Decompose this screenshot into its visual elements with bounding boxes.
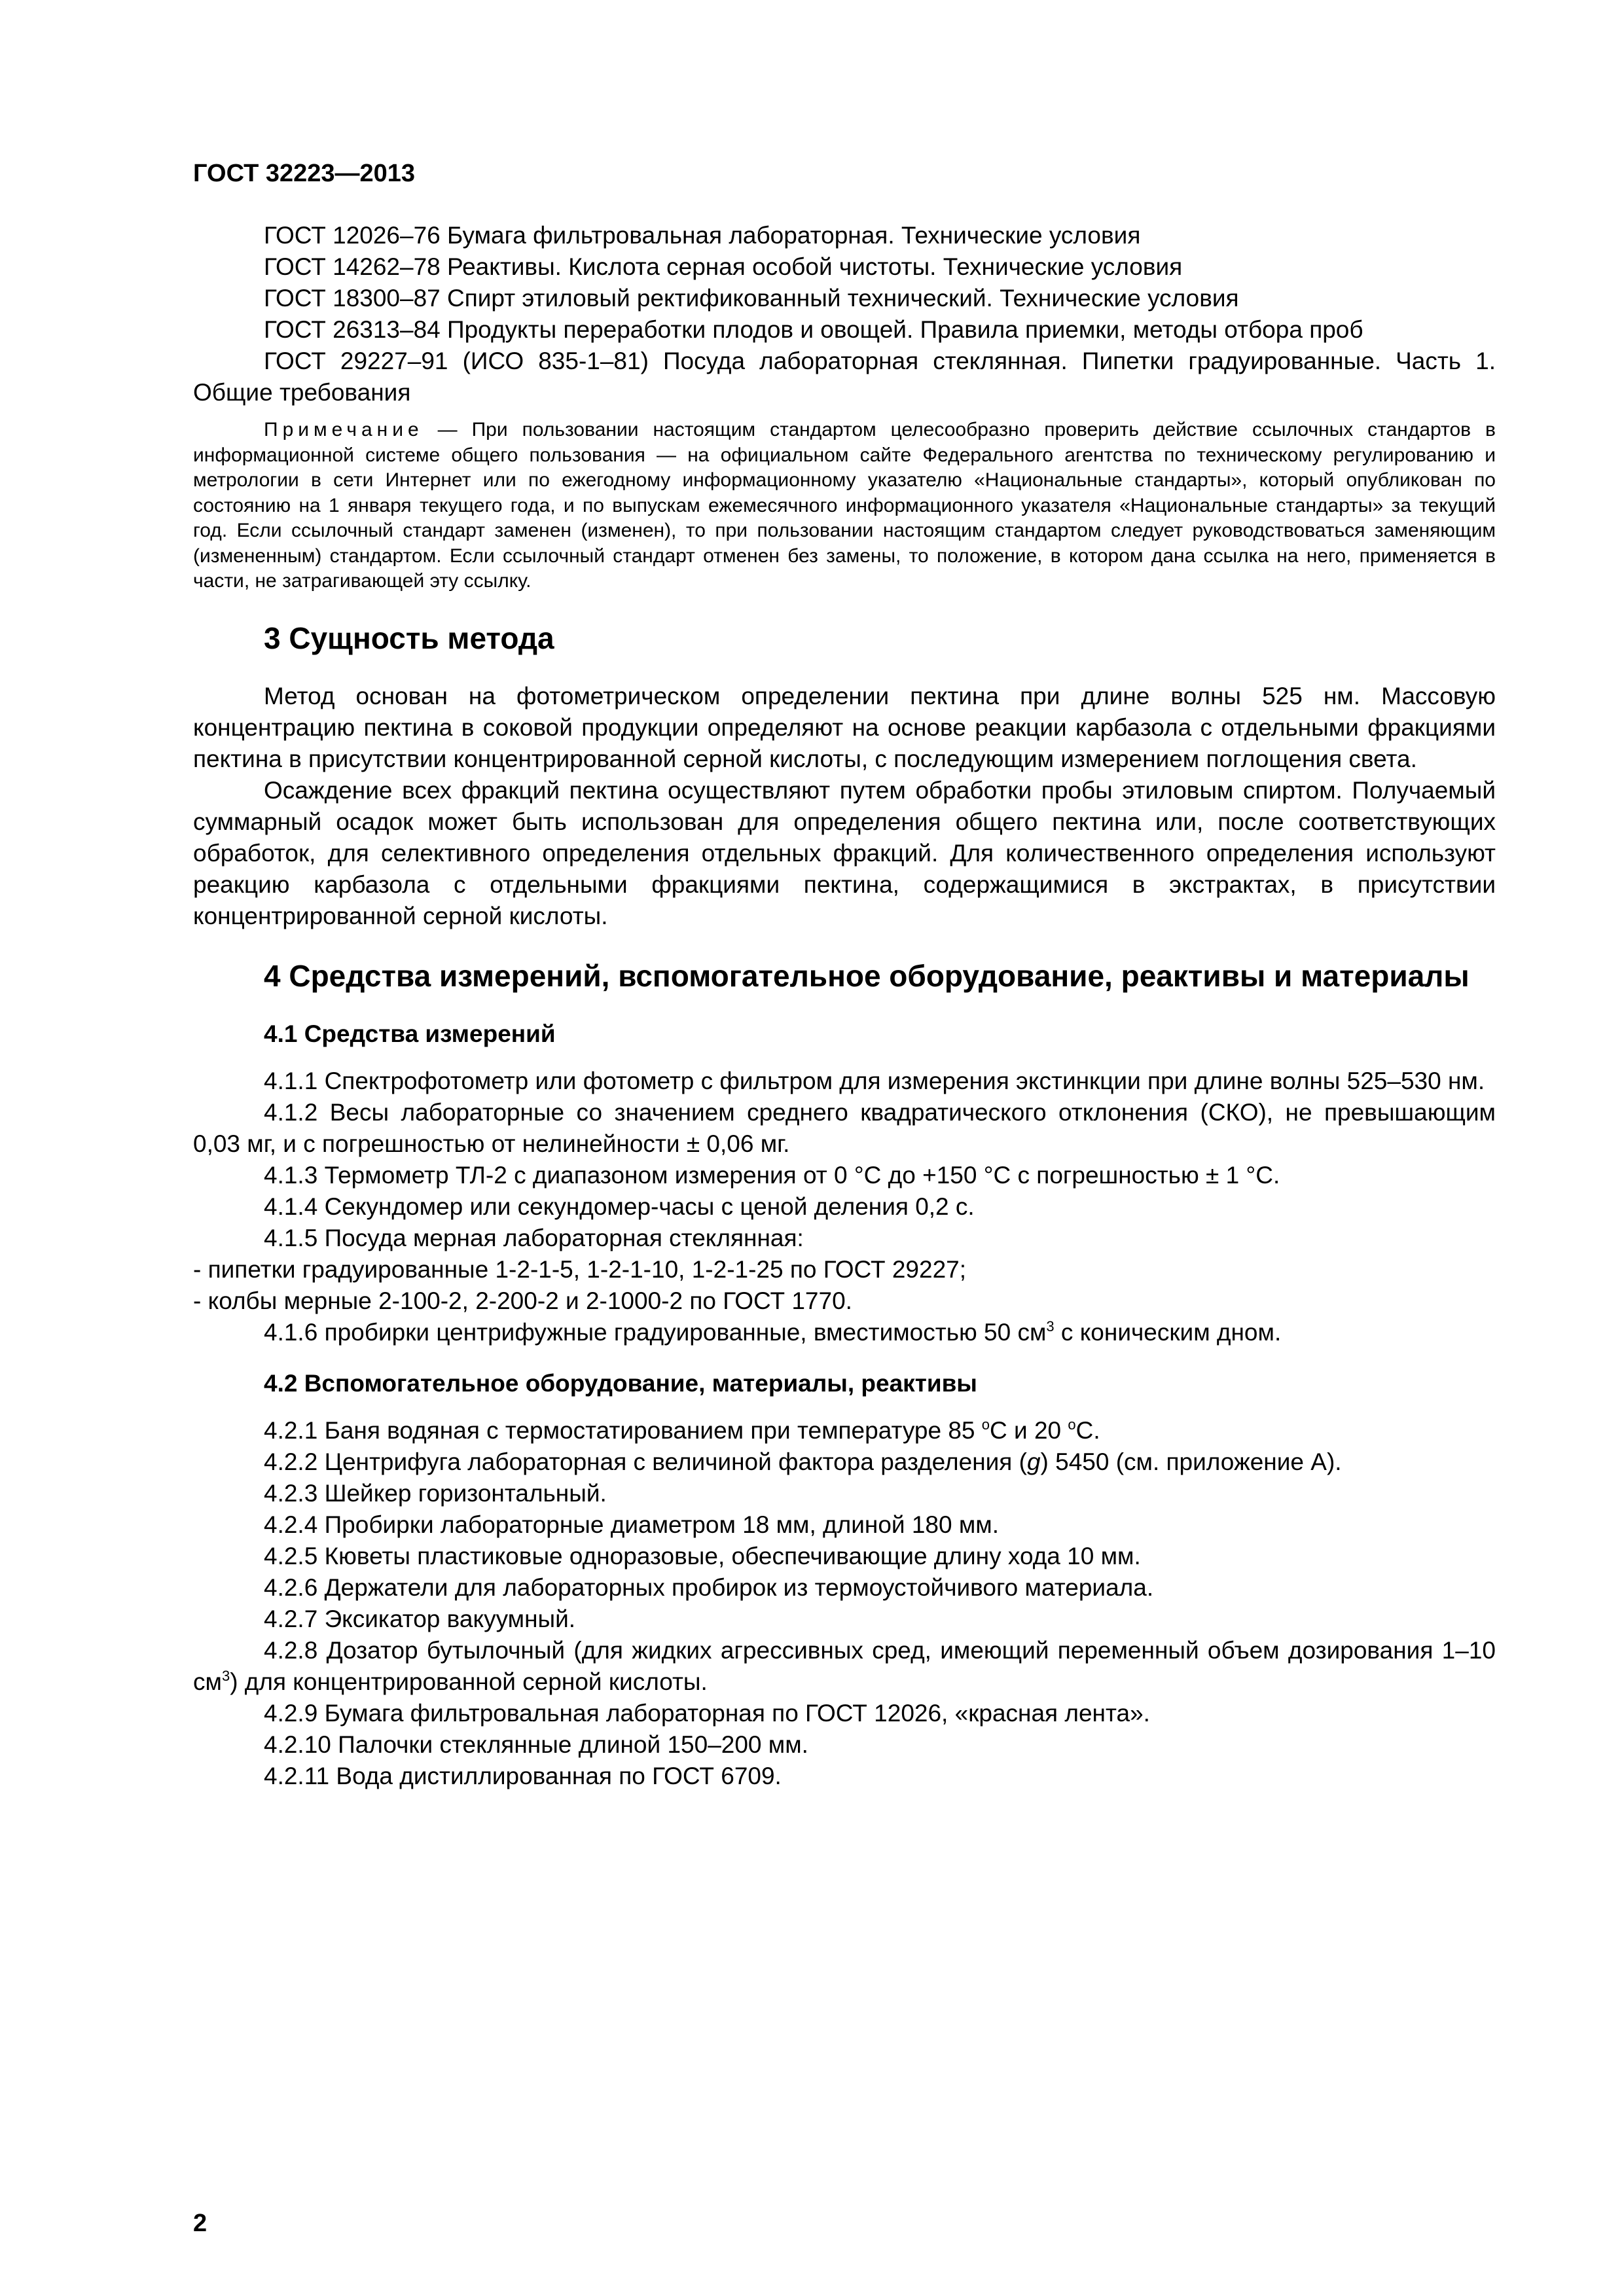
- reference-item: ГОСТ 29227–91 (ИСО 835-1–81) Посуда лабораторная стеклянная. Пипетки градуированные. Часть 1. Общие требования: [193, 348, 1496, 406]
- item-4-1-2: 4.1.2 Весы лабораторные со значением среднего квадратического отклонения (СКО), не превышающим 0,03 мг, и с погрешностью от нелинейности ± 0,06 мг.: [193, 1098, 1496, 1157]
- section-3-paragraph: Метод основан на фотометрическом определении пектина при длине волны 525 нм. Массовую концентрацию пектина в соковой продукции определяют на основе реакции карбазола с отдельными фракциями пектина в присутствии концентрированной серной кислоты, с последующим измерением поглощения света.: [193, 682, 1496, 772]
- item-text: ) для концентрированной серной кислоты.: [230, 1668, 708, 1695]
- item-4-2-4: 4.2.4 Пробирки лабораторные диаметром 18 мм, длиной 180 мм.: [264, 1511, 1000, 1538]
- subsection-4-2-title: 4.2 Вспомогательное оборудование, материалы, реактивы: [264, 1369, 977, 1397]
- note-paragraph: [193, 418, 1496, 594]
- document-page: [193, 157, 1496, 2265]
- reference-item: ГОСТ 26313–84 Продукты переработки плодов и овощей. Правила приемки, методы отбора проб: [264, 316, 1363, 343]
- note-label: Примечание: [264, 419, 424, 440]
- reference-item: ГОСТ 18300–87 Спирт этиловый ректификованный технический. Технические условия: [264, 285, 1239, 312]
- document-header: ГОСТ 32223—2013: [193, 160, 416, 187]
- item-4-2-6: 4.2.6 Держатели для лабораторных пробирок из термоустойчивого материала.: [264, 1573, 1154, 1601]
- item-text: 4.2.2 Центрифуга лабораторная с величиной фактора разделения (: [264, 1448, 1027, 1475]
- item-4-1-5-flasks: - колбы мерные 2-100-2, 2-200-2 и 2-1000-2 по ГОСТ 1770.: [193, 1287, 852, 1314]
- item-4-2-3: 4.2.3 Шейкер горизонтальный.: [264, 1479, 607, 1507]
- section-3-paragraph: Осаждение всех фракций пектина осуществляют путем обработки пробы этиловым спиртом. Получаемый суммарный осадок может быть использован для определения общего пектина или, после соответствующих обработок, для селективного определения отдельных фракций. Для количественного определения используют реакцию карбазола с отдельными фракциями пектина, содержащимися в экстрактах, в присутствии концентрированной серной кислоты.: [193, 776, 1496, 929]
- item-4-2-10: 4.2.10 Палочки стеклянные длиной 150–200 мм.: [264, 1731, 808, 1758]
- superscript: 3: [221, 1667, 230, 1684]
- item-4-1-5: 4.1.5 Посуда мерная лабораторная стеклянная:: [264, 1224, 804, 1251]
- item-text: с коническим дном.: [1054, 1318, 1282, 1346]
- item-4-2-11: 4.2.11 Вода дистиллированная по ГОСТ 6709.: [264, 1762, 782, 1789]
- normative-references: [193, 220, 1496, 408]
- symbol-g: g: [1026, 1448, 1041, 1475]
- item-4-1-4: 4.1.4 Секундомер или секундомер-часы с ценой деления 0,2 с.: [264, 1193, 975, 1220]
- item-text: 4.2.1 Баня водяная с термостатированием при температуре 85: [264, 1416, 982, 1444]
- page-number: 2: [193, 2210, 208, 2237]
- item-4-2-7: 4.2.7 Эксикатор вакуумный.: [264, 1605, 576, 1632]
- item-text: С и 20: [990, 1416, 1068, 1444]
- item-text: ) 5450 (см. приложение А).: [1040, 1448, 1342, 1475]
- reference-item: ГОСТ 12026–76 Бумага фильтровальная лабораторная. Технические условия: [264, 222, 1141, 249]
- item-4-2-1: [193, 1415, 1496, 1446]
- subsection-4-1-title: 4.1 Средства измерений: [264, 1020, 556, 1047]
- superscript: 3: [1046, 1318, 1055, 1335]
- item-4-1-1: 4.1.1 Спектрофотометр или фотометр с фильтром для измерения экстинкции при длине волны 525–530 нм.: [264, 1067, 1485, 1094]
- item-4-1-5-pipettes: - пипетки градуированные 1-2-1-5, 1-2-1-10, 1-2-1-25 по ГОСТ 29227;: [193, 1255, 967, 1283]
- item-text: 4.1.6 пробирки центрифужные градуированные, вместимостью 50 см: [264, 1318, 1047, 1346]
- degree-mark: о: [981, 1416, 990, 1433]
- section-3-title: 3 Сущность метода: [264, 620, 554, 655]
- item-text: С.: [1075, 1416, 1100, 1444]
- item-4-2-9: 4.2.9 Бумага фильтровальная лабораторная по ГОСТ 12026, «красная лента».: [264, 1699, 1150, 1727]
- note-text: — При пользовании настоящим стандартом целесообразно проверить действие ссылочных стандартов в информационной системе общего пользования — на официальном сайте Федерального агентства по техническому регулированию и метрологии в сети Интернет или по ежегодному информационному указателю «Национальные стандарты», который опубликован по состоянию на 1 января текущего года, и по выпускам ежемесячного информационного указателя «Национальные стандарты» за текущий год. Если ссылочный стандарт заменен (изменен), то при пользовании настоящим стандартом следует руководствоваться заменяющим (измененным) стандартом. Если ссылочный стандарт отменен без замены, то положение, в котором дана ссылка на него, применяется в части, не затрагивающей эту ссылку.: [193, 419, 1496, 592]
- item-4-2-8: [193, 1635, 1496, 1698]
- item-4-2-2: [193, 1446, 1496, 1478]
- degree-mark: о: [1068, 1416, 1076, 1433]
- item-4-1-6: [193, 1317, 1496, 1348]
- item-4-2-5: 4.2.5 Кюветы пластиковые одноразовые, обеспечивающие длину хода 10 мм.: [264, 1542, 1141, 1570]
- reference-item: ГОСТ 14262–78 Реактивы. Кислота серная особой чистоты. Технические условия: [264, 253, 1183, 280]
- item-4-1-3: 4.1.3 Термометр ТЛ-2 с диапазоном измерения от 0 °С до +150 °С с погрешностью ± 1 °С.: [264, 1161, 1280, 1189]
- item-text: 4.2.8 Дозатор бутылочный (для жидких агрессивных сред, имеющий переменный объем дозирования 1–10 см: [193, 1636, 1496, 1695]
- section-4-title: 4 Средства измерений, вспомогательное оборудование, реактивы и материалы: [264, 958, 1470, 993]
